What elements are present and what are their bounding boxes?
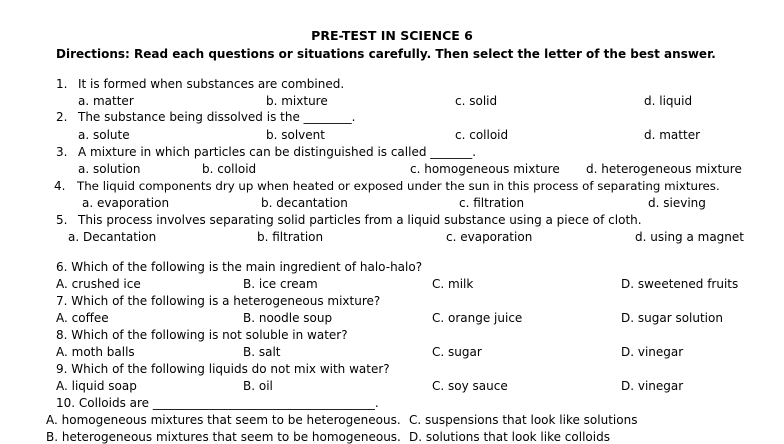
choice-c: c. colloid	[455, 128, 509, 142]
choice-d: D. vinegar	[621, 345, 684, 359]
choice-b: B. salt	[243, 345, 281, 359]
question-number: 1.	[56, 77, 68, 91]
choice-b: B. heterogeneous mixtures that seem to be homogeneous.	[46, 430, 401, 444]
page-title: PRE-TEST IN SCIENCE 6	[311, 28, 473, 43]
choice-c: C. suspensions that look like solutions	[409, 413, 638, 427]
choice-c: c. evaporation	[446, 230, 533, 244]
question-text: 8. Which of the following is not soluble in water?	[56, 328, 348, 342]
choice-d: D. vinegar	[621, 379, 684, 393]
question-text: The substance being dissolved is the ________.	[78, 110, 356, 124]
choice-d: d. liquid	[644, 94, 693, 108]
choice-a: a. Decantation	[68, 230, 157, 244]
question-number: 3.	[56, 145, 68, 159]
choice-c: C. sugar	[432, 345, 482, 359]
question-text: This process involves separating solid particles from a liquid substance using a piece of cloth.	[78, 213, 642, 227]
choice-d: D. sugar solution	[621, 311, 723, 325]
question-text: 9. Which of the following liquids do not mix with water?	[56, 362, 390, 376]
directions: Directions: Read each questions or situations carefully. Then select the letter of the best answer.	[56, 47, 716, 61]
choice-a: a. evaporation	[82, 196, 170, 210]
choice-b: B. ice cream	[243, 277, 318, 291]
question-text: It is formed when substances are combined.	[78, 77, 345, 91]
question-text: 7. Which of the following is a heterogeneous mixture?	[56, 294, 381, 308]
choice-a: a. matter	[78, 94, 134, 108]
question-text: The liquid components dry up when heated or exposed under the sun in this process of separating mixtures.	[77, 179, 720, 193]
question-number: 2.	[56, 110, 68, 124]
choice-c: C. soy sauce	[432, 379, 508, 393]
question-number: 5.	[56, 213, 68, 227]
choice-c: C. milk	[432, 277, 474, 291]
choice-c: C. orange juice	[432, 311, 523, 325]
choice-c: c. homogeneous mixture	[410, 162, 560, 176]
question-text: 10. Colloids are _____________________________________.	[56, 396, 379, 410]
choice-a: A. homogeneous mixtures that seem to be heterogeneous.	[46, 413, 401, 427]
choice-b: B. noodle soup	[243, 311, 333, 325]
choice-b: b. mixture	[266, 94, 328, 108]
choice-c: c. filtration	[459, 196, 525, 210]
choice-d: d. using a magnet	[635, 230, 744, 244]
choice-b: b. filtration	[257, 230, 324, 244]
choice-a: A. liquid soap	[56, 379, 137, 393]
choice-b: b. colloid	[202, 162, 257, 176]
choice-d: d. sieving	[648, 196, 706, 210]
choice-a: a. solution	[78, 162, 141, 176]
choice-d: d. heterogeneous mixture	[586, 162, 742, 176]
choice-d: D. sweetened fruits	[621, 277, 739, 291]
choice-d: D. solutions that look like colloids	[409, 430, 610, 444]
choice-d: d. matter	[644, 128, 701, 142]
question-text: A mixture in which particles can be distinguished is called _______.	[78, 145, 477, 159]
choice-a: A. coffee	[56, 311, 109, 325]
choice-a: A. moth balls	[56, 345, 135, 359]
choice-a: A. crushed ice	[56, 277, 141, 291]
choice-a: a. solute	[78, 128, 130, 142]
choice-b: b. solvent	[266, 128, 325, 142]
choice-b: b. decantation	[261, 196, 348, 210]
choice-b: B. oil	[243, 379, 273, 393]
question-number: 4.	[54, 179, 66, 193]
question-text: 6. Which of the following is the main ingredient of halo-halo?	[56, 260, 423, 274]
choice-c: c. solid	[455, 94, 498, 108]
